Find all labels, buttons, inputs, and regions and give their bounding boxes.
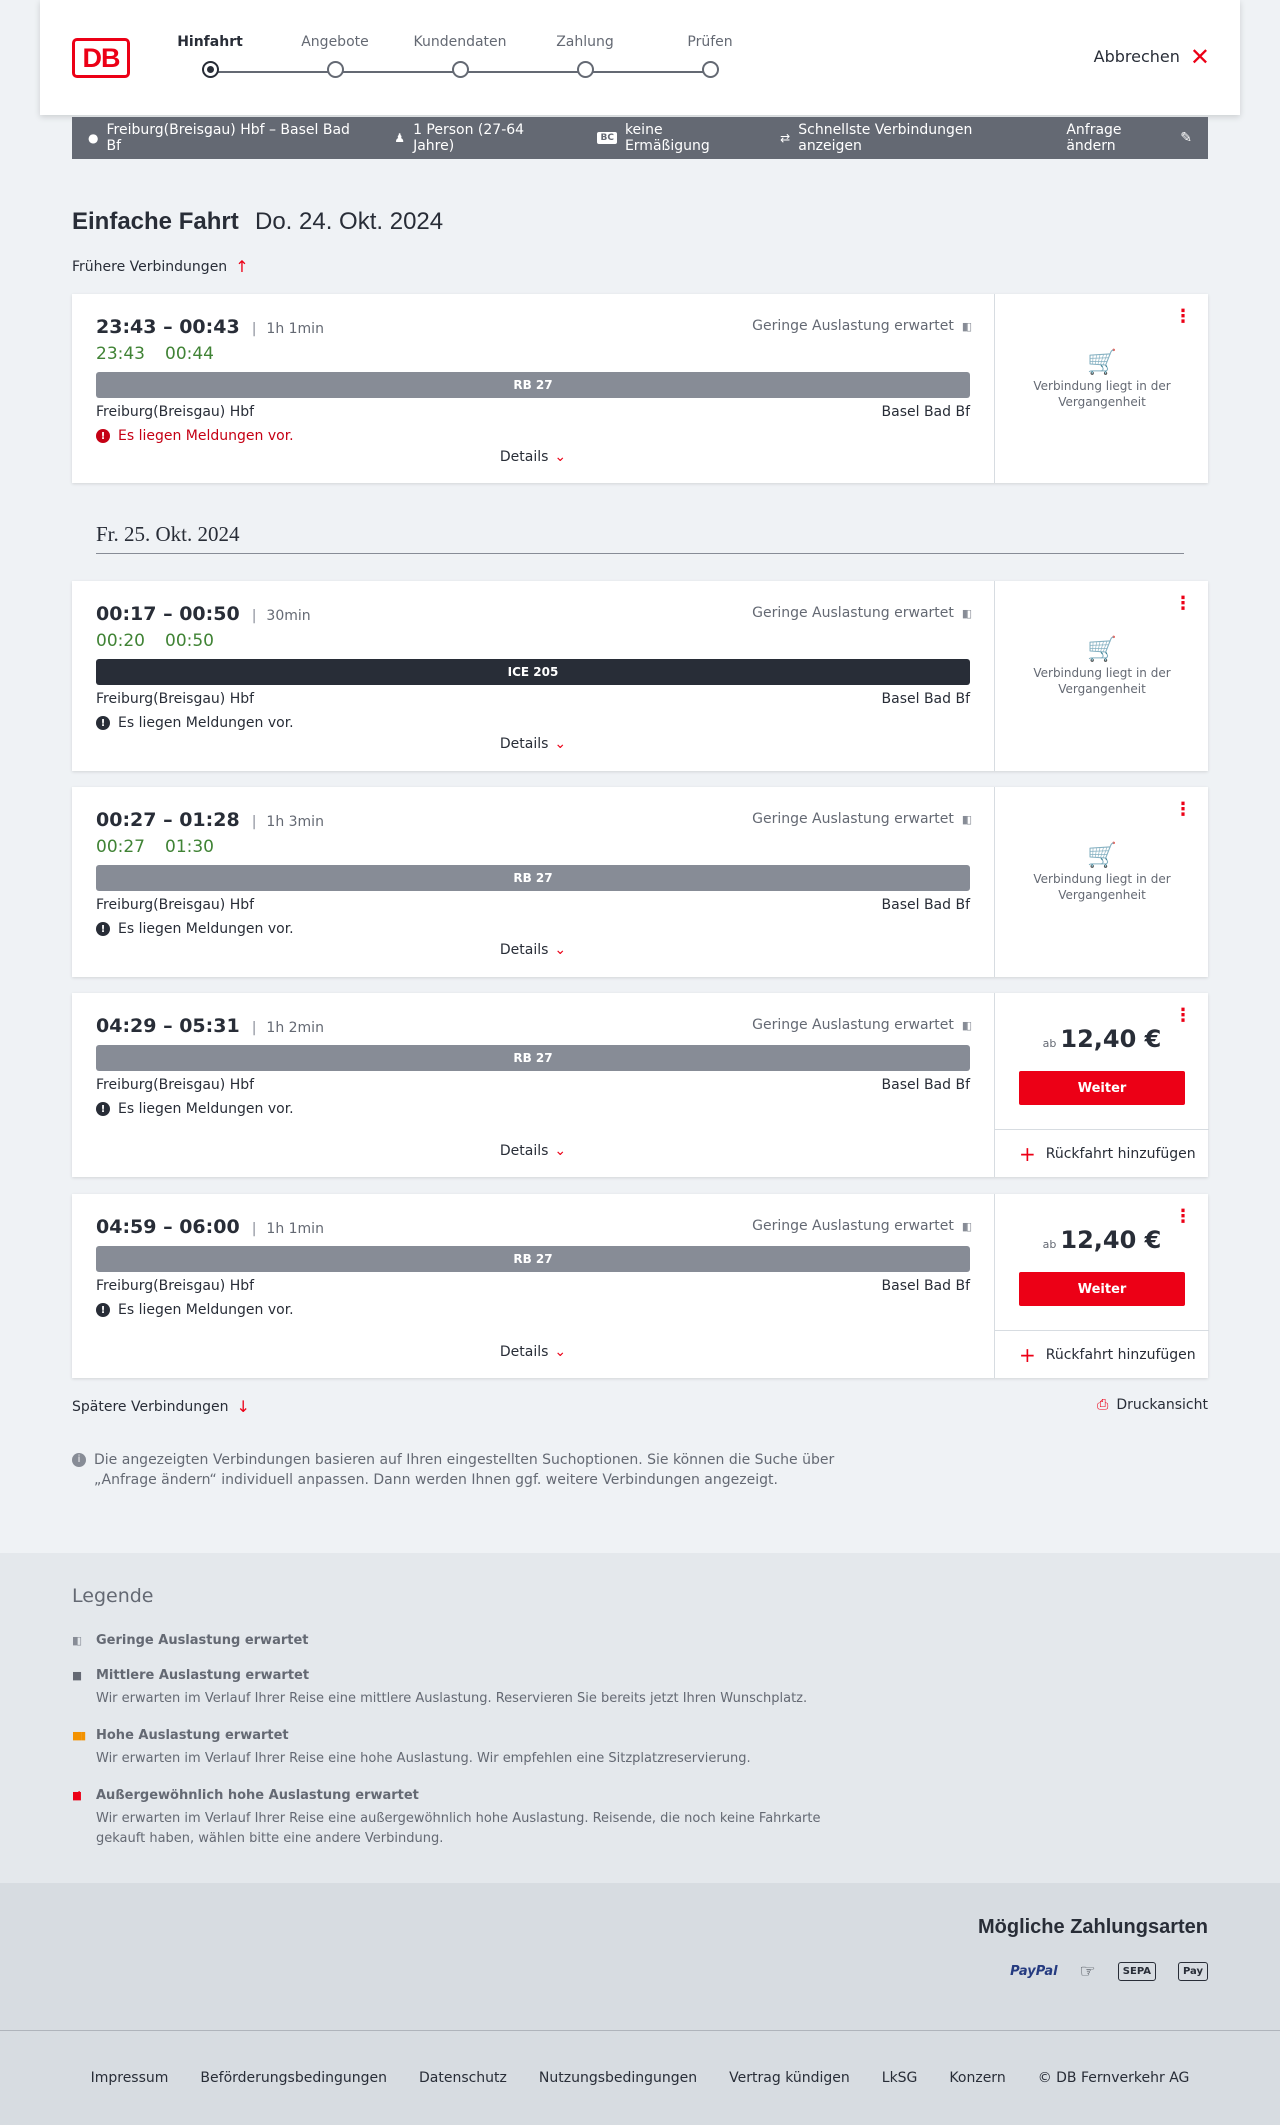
past-connection-text: Verbindung liegt in der Vergangenheit — [1033, 379, 1171, 409]
notice-message — [96, 1101, 970, 1117]
connection-card — [72, 581, 1208, 771]
cart-unavailable-icon: 🛒 — [1087, 635, 1117, 663]
route-text: Freiburg(Breisgau) Hbf – Basel Bad Bf — [106, 122, 350, 154]
past-connection-text: Verbindung liegt in der Vergangenheit — [1033, 872, 1171, 902]
add-return-label: Rückfahrt hinzufügen — [1045, 1145, 1196, 1162]
duration: 1h 1min — [266, 1221, 324, 1237]
departure-arrival-times: 04:29 – 05:31 — [96, 1015, 240, 1037]
separator: | — [251, 608, 257, 624]
info-text: Die angezeigten Verbindungen basieren auf Ihren eingestellten Suchoptionen. Sie können die Suche über „Anfrage ändern“ individuell anpassen. Dann werden Ihnen ggf. weitere Verbindungen angezeigt. — [94, 1452, 835, 1488]
chevron-down-icon: ⌄ — [554, 1344, 567, 1360]
details-label: Details — [499, 942, 549, 958]
connection-card — [72, 1194, 1208, 1378]
db-logo[interactable]: DB — [72, 38, 130, 78]
add-return-label: Rückfahrt hinzufügen — [1045, 1346, 1196, 1363]
connection-offer — [994, 294, 1208, 483]
details-label: Details — [499, 1143, 549, 1159]
footer-link-lksg[interactable]: LkSG — [881, 2070, 918, 2086]
price — [995, 1025, 1209, 1053]
cancel-label: Abbrechen — [1093, 47, 1180, 66]
occupancy-low-icon: ▮▯ — [961, 1018, 970, 1032]
separator: | — [251, 321, 257, 337]
plus-icon: + — [1019, 1342, 1036, 1367]
price — [995, 1226, 1209, 1254]
occupancy-exceptional-icon: ▮⁄▮ — [72, 1789, 80, 1802]
occupancy-low-icon: ▮▯ — [961, 606, 970, 620]
header — [40, 0, 1240, 115]
step-pruefen: Prüfen — [650, 34, 770, 78]
paypal-icon: PayPal — [1010, 1964, 1058, 1979]
realtime-times — [96, 344, 970, 364]
travel-date: Do. 24. Okt. 2024 — [255, 208, 444, 235]
add-return-trip-button[interactable] — [995, 1129, 1209, 1177]
connection-offer — [994, 787, 1208, 977]
origin-station: Freiburg(Breisgau) Hbf — [96, 1278, 255, 1294]
realtime-times — [96, 631, 970, 651]
more-options-icon[interactable]: ⋮ — [1174, 1206, 1192, 1227]
connection-card — [72, 993, 1208, 1177]
search-summary-bar — [72, 117, 1208, 159]
duration: 30min — [266, 608, 311, 624]
footer-link-impressum[interactable]: Impressum — [90, 2070, 169, 2086]
details-toggle[interactable] — [72, 1344, 994, 1360]
duration: 1h 3min — [266, 814, 324, 830]
payment-title: Mögliche Zahlungsarten — [977, 1916, 1208, 1938]
legend-item-title: Hohe Auslastung erwartet — [96, 1728, 289, 1743]
occupancy-info — [752, 605, 970, 621]
footer-link-vertrag[interactable]: Vertrag kündigen — [729, 2070, 850, 2086]
more-options-icon[interactable]: ⋮ — [1174, 1005, 1192, 1026]
legend-item-high — [72, 1728, 872, 1769]
stations — [96, 1278, 970, 1294]
occupancy-medium-icon: ▮▮ — [72, 1669, 81, 1682]
occupancy-low-icon: ▮▯ — [72, 1634, 81, 1647]
occupancy-low-icon: ▮▯ — [961, 319, 970, 333]
location-pin-icon: ● — [88, 131, 99, 145]
day-header: Fr. 25. Okt. 2024 — [96, 522, 1184, 554]
occupancy-low-icon: ▮▯ — [961, 812, 970, 826]
cart-unavailable-icon: 🛒 — [1087, 841, 1117, 869]
passenger-text: 1 Person (27-64 Jahre) — [413, 122, 525, 154]
alert-icon: ! — [96, 922, 110, 936]
origin-station: Freiburg(Breisgau) Hbf — [96, 404, 255, 420]
legend-item-low — [72, 1633, 872, 1648]
price-value: 12,40 € — [1060, 1226, 1162, 1254]
notice-text: Es liegen Meldungen vor. — [118, 1101, 294, 1117]
later-connections-link[interactable] — [72, 1397, 250, 1416]
departure-arrival-times: 04:59 – 06:00 — [96, 1216, 240, 1238]
price-prefix: ab — [1042, 1238, 1057, 1251]
notice-message — [96, 921, 970, 937]
separator: | — [251, 1221, 257, 1237]
step-kundendaten: Kundendaten — [400, 34, 520, 78]
connection-offer — [994, 993, 1208, 1177]
change-request-button[interactable] — [1066, 122, 1192, 154]
alert-icon: ! — [96, 1102, 110, 1116]
step-dot — [577, 61, 594, 78]
footer-link-datenschutz[interactable]: Datenschutz — [418, 2070, 507, 2086]
step-hinfahrt: Hinfahrt — [150, 34, 270, 78]
legend-item-exceptional — [72, 1788, 872, 1849]
departure-arrival-times: 23:43 – 00:43 — [96, 316, 240, 338]
connection-card — [72, 787, 1208, 977]
price-prefix: ab — [1042, 1037, 1057, 1050]
destination-station: Basel Bad Bf — [881, 1278, 970, 1294]
details-toggle[interactable] — [72, 736, 994, 752]
info-icon: i — [72, 1453, 86, 1467]
step-zahlung: Zahlung — [525, 34, 645, 78]
stations — [96, 1077, 970, 1093]
earlier-label: Frühere Verbindungen — [72, 258, 228, 275]
destination-station: Basel Bad Bf — [881, 691, 970, 707]
occupancy-info — [752, 1218, 970, 1234]
alert-icon: ! — [96, 1303, 110, 1317]
alert-icon: ! — [96, 429, 110, 443]
past-connection-text: Verbindung liegt in der Vergangenheit — [1033, 666, 1171, 696]
cart-unavailable-icon: 🛒 — [1087, 348, 1117, 376]
footer-link-konzern[interactable]: Konzern — [949, 2070, 1006, 2086]
duration: 1h 2min — [266, 1020, 324, 1036]
mode-info — [780, 122, 1034, 154]
origin-station: Freiburg(Breisgau) Hbf — [96, 897, 255, 913]
destination-station: Basel Bad Bf — [881, 897, 970, 913]
plus-icon: + — [1019, 1141, 1036, 1166]
occupancy-info — [752, 811, 970, 827]
legend-item-desc: Wir erwarten im Verlauf Ihrer Reise eine außergewöhnlich hohe Auslastung. Reisende, die noch keine Fahrkarte gekauft haben, wählen bitte eine andere Verbindung. — [96, 1811, 821, 1846]
step-dot — [452, 61, 469, 78]
realtime-arrival: 00:44 — [165, 344, 214, 364]
chevron-down-icon: ⌄ — [554, 449, 567, 465]
legend-section — [0, 1553, 1280, 1883]
payment-methods-section — [0, 1883, 1280, 2030]
details-label: Details — [499, 1344, 549, 1360]
departure-arrival-times: 00:27 – 01:28 — [96, 809, 240, 831]
apple-pay-icon — [1178, 1962, 1208, 1981]
pencil-icon: ✎ — [1180, 130, 1193, 146]
footer-copyright: © DB Fernverkehr AG — [1037, 2070, 1190, 2086]
close-icon: ✕ — [1189, 42, 1210, 71]
realtime-departure: 23:43 — [96, 344, 145, 364]
destination-station: Basel Bad Bf — [881, 1077, 970, 1093]
notice-message — [96, 715, 970, 731]
occupancy-text: Geringe Auslastung erwartet — [752, 811, 954, 827]
sepa-icon: SEPA — [1118, 1962, 1156, 1981]
train-bar[interactable]: RB 27 — [96, 1045, 970, 1071]
realtime-times — [96, 837, 970, 857]
occupancy-text: Geringe Auslastung erwartet — [752, 1218, 954, 1234]
occupancy-text: Geringe Auslastung erwartet — [752, 1017, 954, 1033]
page-title: Einfache Fahrt — [72, 208, 239, 235]
mode-text: Schnellste Verbindungen anzeigen — [798, 122, 973, 154]
add-return-trip-button[interactable] — [995, 1330, 1209, 1378]
duration: 1h 1min — [266, 321, 324, 337]
chevron-down-icon: ⌄ — [554, 1143, 567, 1159]
realtime-departure: 00:20 — [96, 631, 145, 651]
realtime-arrival: 00:50 — [165, 631, 214, 651]
step-dot — [702, 61, 719, 78]
realtime-departure: 00:27 — [96, 837, 145, 857]
legend-item-desc: Wir erwarten im Verlauf Ihrer Reise eine mittlere Auslastung. Reservieren Sie bereits jetzt Ihren Wunschplatz. — [96, 1691, 808, 1706]
weiter-button[interactable]: Weiter — [1019, 1071, 1185, 1105]
past-connection-note — [995, 348, 1209, 410]
origin-station: Freiburg(Breisgau) Hbf — [96, 691, 255, 707]
occupancy-high-icon: ▮▮▮ — [72, 1729, 85, 1742]
step-dot — [327, 61, 344, 78]
print-view-link[interactable] — [1097, 1397, 1208, 1413]
train-bar[interactable]: ICE 205 — [96, 659, 970, 685]
notice-message — [96, 1302, 970, 1318]
legend-item-desc: Wir erwarten im Verlauf Ihrer Reise eine hohe Auslastung. Wir empfehlen eine Sitzplatzreservierung. — [96, 1751, 751, 1766]
info-note — [72, 1450, 842, 1490]
footer-link-befoerderung[interactable]: Beförderungsbedingungen — [200, 2070, 387, 2086]
more-options-icon[interactable]: ⋮ — [1174, 593, 1192, 614]
price-value: 12,40 € — [1060, 1025, 1162, 1053]
past-connection-note — [995, 635, 1209, 697]
legend-title: Legende — [72, 1585, 154, 1607]
footer — [0, 2030, 1280, 2125]
discount-info — [597, 122, 748, 154]
occupancy-text: Geringe Auslastung erwartet — [752, 605, 954, 621]
occupancy-low-icon: ▮▯ — [961, 1219, 970, 1233]
apple-pay-label: Pay — [1182, 1966, 1203, 1977]
progress-steps — [177, 34, 782, 84]
print-label: Druckansicht — [1116, 1397, 1208, 1413]
legend-item-title: Geringe Auslastung erwartet — [96, 1633, 309, 1648]
details-label: Details — [499, 736, 549, 752]
discount-text: keine Ermäßigung — [624, 122, 710, 154]
stations — [96, 691, 970, 707]
details-toggle[interactable] — [72, 1143, 994, 1159]
more-options-icon[interactable]: ⋮ — [1174, 799, 1192, 820]
legend-item-title: Außergewöhnlich hohe Auslastung erwartet — [96, 1788, 419, 1803]
notice-text: Es liegen Meldungen vor. — [118, 715, 294, 731]
arrow-down-icon: ↓ — [236, 1397, 250, 1416]
cancel-button[interactable] — [1093, 42, 1210, 71]
passenger-info — [394, 122, 565, 154]
realtime-arrival: 01:30 — [165, 837, 214, 857]
contactless-card-icon: ☞ — [1079, 1961, 1096, 1982]
notice-text: Es liegen Meldungen vor. — [118, 428, 294, 444]
person-icon: ♟ — [394, 131, 406, 145]
step-dot — [202, 61, 219, 78]
details-label: Details — [499, 449, 549, 465]
bahncard-icon: BC — [597, 132, 616, 144]
weiter-button[interactable]: Weiter — [1019, 1272, 1185, 1306]
legend-item-title: Mittlere Auslastung erwartet — [96, 1668, 310, 1683]
stations — [96, 897, 970, 913]
destination-station: Basel Bad Bf — [881, 404, 970, 420]
route-info — [88, 122, 362, 154]
later-label: Spätere Verbindungen — [72, 1398, 229, 1415]
stations — [96, 404, 970, 420]
separator: | — [251, 1020, 257, 1036]
swap-icon: ⇄ — [780, 131, 791, 145]
train-bar[interactable]: RB 27 — [96, 865, 970, 891]
chevron-down-icon: ⌄ — [554, 736, 567, 752]
past-connection-note — [995, 841, 1209, 903]
arrow-up-icon: ↑ — [235, 257, 249, 276]
occupancy-info — [752, 1017, 970, 1033]
connection-offer — [994, 581, 1208, 771]
change-request-label: Anfrage ändern — [1066, 122, 1122, 154]
more-options-icon[interactable]: ⋮ — [1174, 306, 1192, 327]
notice-text: Es liegen Meldungen vor. — [118, 921, 294, 937]
printer-icon: ⎙ — [1097, 1397, 1109, 1413]
notice-message — [96, 428, 970, 444]
departure-arrival-times: 00:17 – 00:50 — [96, 603, 240, 625]
earlier-connections-link[interactable] — [72, 257, 249, 276]
footer-link-nutzung[interactable]: Nutzungsbedingungen — [538, 2070, 698, 2086]
details-toggle[interactable] — [72, 449, 994, 465]
occupancy-text: Geringe Auslastung erwartet — [752, 318, 954, 334]
connection-card — [72, 294, 1208, 483]
separator: | — [251, 814, 257, 830]
occupancy-info — [752, 318, 970, 334]
payment-icons — [1010, 1961, 1208, 1982]
chevron-down-icon: ⌄ — [554, 942, 567, 958]
alert-icon: ! — [96, 716, 110, 730]
train-bar[interactable]: RB 27 — [96, 1246, 970, 1272]
train-bar[interactable]: RB 27 — [96, 372, 970, 398]
origin-station: Freiburg(Breisgau) Hbf — [96, 1077, 255, 1093]
details-toggle[interactable] — [72, 942, 994, 958]
connection-offer — [994, 1194, 1208, 1378]
legend-item-medium — [72, 1668, 872, 1709]
notice-text: Es liegen Meldungen vor. — [118, 1302, 294, 1318]
step-angebote: Angebote — [275, 34, 395, 78]
